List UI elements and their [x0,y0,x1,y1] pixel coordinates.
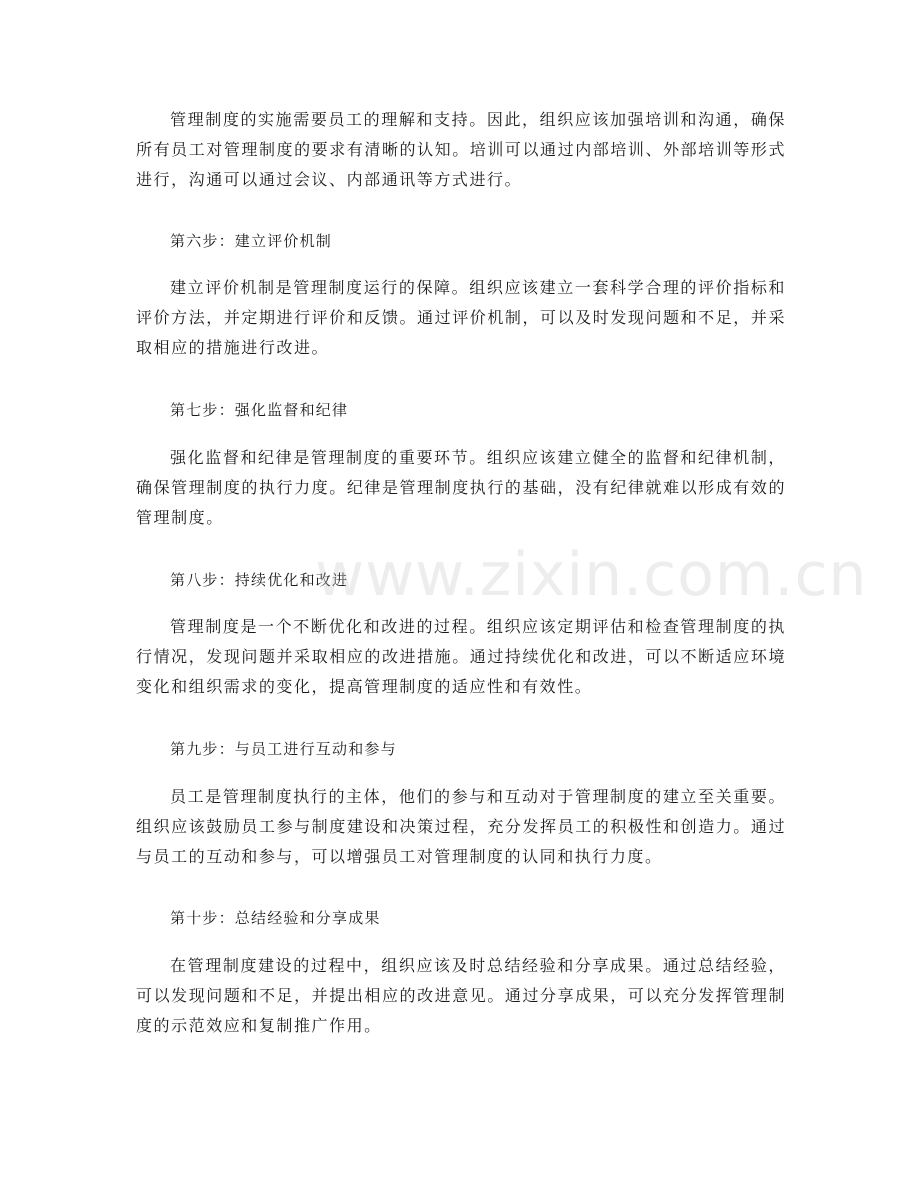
heading-step-seven: 第七步：强化监督和纪律 [170,401,349,419]
paragraph-text: 建立评价机制是管理制度运行的保障。组织应该建立一套科学合理的评价指标和评价方法，并定期进行评价和反馈。通过评价机制，可以及时发现问题和不足，并采取相应的措施进行改进。 [136,278,786,357]
heading-step-eight: 第八步：持续优化和改进 [170,571,349,589]
paragraph-evaluation-mechanism [136,273,786,363]
paragraph-text: 在管理制度建设的过程中，组织应该及时总结经验和分享成果。通过总结经验，可以发现问题和不足，并提出相应的改进意见。通过分享成果，可以充分发挥管理制度的示范效应和复制推广作用。 [136,956,786,1035]
watermark: www.zixin.com.cn [315,540,868,610]
paragraph-supervision-discipline [136,443,786,533]
heading-step-six: 第六步：建立评价机制 [170,232,333,250]
heading-step-nine: 第九步：与员工进行互动和参与 [170,740,397,758]
paragraph-text: 员工是管理制度执行的主体，他们的参与和互动对于管理制度的建立至关重要。组织应该鼓励员工参与制度建设和决策过程，充分发挥员工的积极性和创造力。通过与员工的互动和参与，可以增强员工对管理制度的认同和执行力度。 [136,787,786,866]
paragraph-text: 强化监督和纪律是管理制度的重要环节。组织应该建立健全的监督和纪律机制，确保管理制度的执行力度。纪律是管理制度执行的基础，没有纪律就难以形成有效的管理制度。 [136,448,786,527]
paragraph-text: 管理制度的实施需要员工的理解和支持。因此，组织应该加强培训和沟通，确保所有员工对管理制度的要求有清晰的认知。培训可以通过内部培训、外部培训等形式进行，沟通可以通过会议、内部通讯等方式进行。 [136,110,786,189]
paragraph-text: 管理制度是一个不断优化和改进的过程。组织应该定期评估和检查管理制度的执行情况，发现问题并采取相应的改进措施。通过持续优化和改进，可以不断适应环境变化和组织需求的变化，提高管理制度的适应性和有效性。 [136,617,786,696]
heading-step-ten: 第十步：总结经验和分享成果 [170,909,381,927]
paragraph-summarize-share [136,951,786,1041]
paragraph-employee-participation [136,782,786,872]
paragraph-training-communication [136,105,786,195]
paragraph-continuous-improvement [136,612,786,702]
